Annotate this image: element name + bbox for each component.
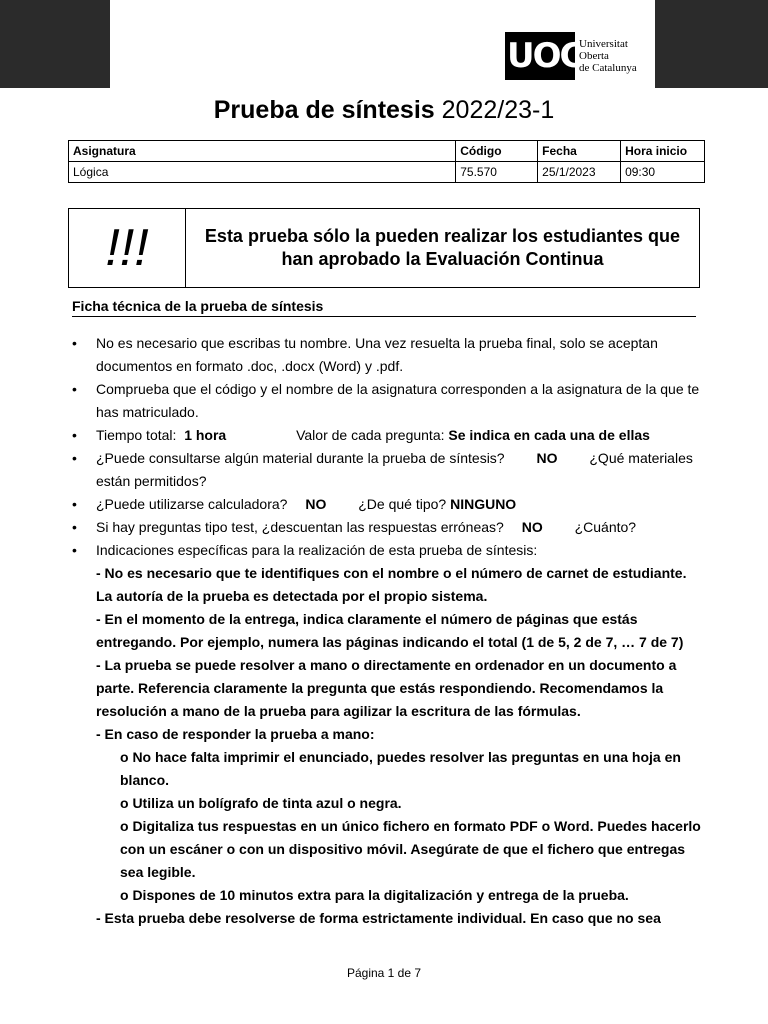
cell-hora-inicio: 09:30 (621, 162, 705, 183)
materials-answer: NO (536, 450, 558, 466)
list-item (72, 539, 702, 930)
warning-box (68, 208, 700, 288)
instructions-list (72, 332, 702, 930)
instruction-individual: - Esta prueba debe resolverse de forma estrictamente individual. En caso que no sea (96, 910, 661, 926)
header-fecha: Fecha (538, 141, 621, 162)
instruction-extra-time: o Dispones de 10 minutos extra para la digitalización y entrega de la prueba. (120, 887, 629, 903)
specific-instructions-heading: Indicaciones específicas para la realización de esta prueba de síntesis: (96, 542, 538, 558)
header-codigo: Código (456, 141, 538, 162)
penalty-question: Si hay preguntas tipo test, ¿descuentan las respuestas erróneas? (96, 519, 504, 535)
list-item (72, 493, 702, 516)
total-time-value: 1 hora (184, 427, 227, 443)
list-item (72, 332, 702, 378)
title-bold: Prueba de síntesis (213, 96, 435, 124)
header-asignatura: Asignatura (69, 141, 456, 162)
calculator-type-question: ¿De qué tipo? (358, 496, 447, 512)
page-number: Página 1 de 7 (346, 966, 422, 980)
question-value-value: Se indica en cada una de ellas (448, 427, 650, 443)
list-item (72, 424, 702, 447)
logo-line-3: de Catalunya (579, 62, 637, 74)
cell-asignatura: Lógica (69, 162, 456, 183)
warning-marks: !!! (69, 209, 186, 287)
uoc-logo-mark: UOC (505, 32, 575, 80)
calculator-question: ¿Puede utilizarse calculadora? (96, 496, 288, 512)
cell-fecha: 25/1/2023 (538, 162, 621, 183)
instruction-no-print: o No hace falta imprimir el enunciado, puedes resolver las preguntas en una hoja en blanco. (120, 749, 681, 788)
calculator-type-answer: NINGUNO (450, 496, 517, 512)
page-title (0, 96, 768, 125)
logo-line-1: Universitat (579, 38, 628, 50)
instruction-digitalize: o Digitaliza tus respuestas en un único fichero en formato PDF o Word. Puedes hacerlo con un escáner o con un dispositivo móvil. Asegúrate de que el fichero que entregas sea legible. (120, 818, 701, 880)
course-info-table (68, 140, 705, 183)
instruction-page-count: - En el momento de la entrega, indica claramente el número de páginas que estás entregando. Por ejemplo, numera las páginas indicando el total (1 de 5, 2 de 7, … 7 de 7) (96, 611, 684, 650)
cell-codigo: 75.570 (456, 162, 538, 183)
warning-text: Esta prueba sólo la pueden realizar los estudiantes que han aprobado la Evaluación Continua (204, 226, 681, 269)
penalty-amount-question: ¿Cuánto? (574, 519, 637, 535)
table-row (69, 162, 705, 183)
instruction-identity: - No es necesario que te identifiques con el nombre o el número de carnet de estudiante. La autoría de la prueba es detectada por el propio sistema. (96, 565, 687, 604)
total-time-label: Tiempo total: (96, 427, 177, 443)
page-corner-left (0, 0, 110, 88)
instruction-pen: o Utiliza un bolígrafo de tinta azul o negra. (120, 795, 402, 811)
header-hora-inicio: Hora inicio (621, 141, 705, 162)
item-text: No es necesario que escribas tu nombre. Una vez resuelta la prueba final, solo se aceptan documentos en formato .doc, .docx (Word) y .pdf. (96, 335, 658, 374)
item-text: Comprueba que el código y el nombre de la asignatura corresponden a la asignatura de la que te has matriculado. (96, 381, 700, 420)
list-item (72, 378, 702, 424)
logo-line-2: Oberta (579, 50, 609, 62)
table-header-row (69, 141, 705, 162)
calculator-answer: NO (305, 496, 327, 512)
penalty-answer: NO (521, 519, 543, 535)
list-item (72, 516, 702, 539)
uoc-logo-text (579, 38, 637, 74)
section-title: Ficha técnica de la prueba de síntesis (72, 298, 696, 317)
instruction-by-hand-heading: - En caso de responder la prueba a mano: (96, 726, 375, 742)
question-value-label: Valor de cada pregunta: (296, 427, 445, 443)
uoc-logo (505, 32, 637, 80)
list-item (72, 447, 702, 493)
title-year: 2022/23-1 (441, 96, 555, 124)
specific-instructions (96, 562, 702, 930)
materials-which-question: ¿Qué materiales están permitidos? (96, 450, 693, 489)
instruction-hand-or-computer: - La prueba se puede resolver a mano o directamente en ordenador en un documento a parte. Referencia claramente la pregunta que estás respondiendo. Recomendamos la resolución a mano de la prueba para agilizar la escritura de las fórmulas. (96, 657, 677, 719)
materials-question: ¿Puede consultarse algún material durante la prueba de síntesis? (96, 450, 505, 466)
page-corner-right (655, 0, 768, 88)
